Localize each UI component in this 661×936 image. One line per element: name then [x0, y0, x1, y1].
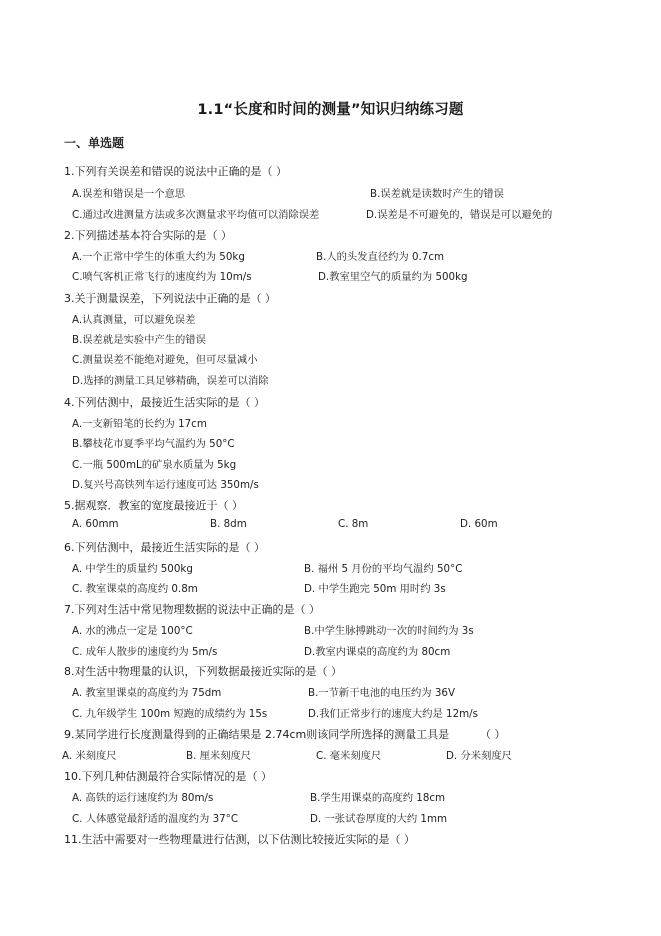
q9-option-a: A. 米刻度尺: [62, 750, 117, 762]
q2-option-a: A.一个正常中学生的体重大约为 50kg: [72, 251, 245, 263]
question-3-stem: 3.关于测量误差，下列说法中正确的是（ ）: [64, 292, 276, 305]
question-5-stem: 5.据观察．教室的宽度最接近于（ ）: [64, 499, 243, 512]
section-heading: 一、单选题: [64, 136, 125, 150]
q10-option-c: C. 人体感觉最舒适的温度约为 37°C: [72, 813, 239, 825]
question-9-blank: （ ）: [480, 728, 506, 741]
q3-option-c: C.测量误差不能绝对避免，但可尽量减小: [72, 354, 258, 366]
q8-option-a: A. 教室里课桌的高度约为 75dm: [72, 687, 222, 699]
q7-option-d: D.教室内课桌的高度约为 80cm: [304, 646, 451, 658]
q1-option-a: A.误差和错误是一个意思: [72, 188, 186, 200]
q4-option-d: D.复兴号高铁列车运行速度可达 350m/s: [72, 479, 259, 491]
question-10-stem: 10.下列几种估测最符合实际情况的是（ ）: [64, 770, 272, 783]
q9-option-c: C. 毫米刻度尺: [316, 750, 382, 762]
q6-option-b: B. 福州 5 月份的平均气温约 50°C: [304, 563, 463, 575]
q9-option-b: B. 厘米刻度尺: [186, 750, 252, 762]
q8-option-d: D.我们正常步行的速度大约是 12m/s: [308, 708, 479, 720]
q2-option-c: C.喷气客机正常飞行的速度约为 10m/s: [72, 271, 252, 283]
page-title: 1.1“长度和时间的测量”知识归纳练习题: [197, 102, 464, 118]
q10-option-a: A. 高铁的运行速度约为 80m/s: [72, 792, 214, 804]
q7-option-c: C. 成年人散步的速度约为 5m/s: [72, 646, 218, 658]
q1-option-d: D.误差是不可避免的，错误是可以避免的: [366, 209, 553, 221]
q4-option-c: C.一瓶 500mL的矿泉水质量为 5kg: [72, 459, 237, 471]
question-2-stem: 2.下列描述基本符合实际的是（ ）: [64, 229, 232, 242]
q5-option-d: D. 60m: [460, 518, 498, 530]
q1-option-c: C.通过改进测量方法或多次测量求平均值可以消除误差: [72, 209, 320, 221]
q5-option-c: C. 8m: [338, 518, 369, 530]
q6-option-a: A. 中学生的质量约 500kg: [72, 563, 193, 575]
q3-option-b: B.误差就是实验中产生的错误: [72, 334, 206, 346]
question-7-stem: 7.下列对生活中常见物理数据的说法中正确的是（ ）: [64, 603, 320, 616]
question-9-stem: 9.某同学进行长度测量得到的正确结果是 2.74cm则该同学所选择的测量工具是: [64, 728, 450, 741]
q2-option-d: D.教室里空气的质量约为 500kg: [318, 271, 468, 283]
q6-option-d: D. 中学生跑完 50m 用时约 3s: [304, 583, 446, 595]
q10-option-d: D. 一张试卷厚度的大约 1mm: [310, 813, 448, 825]
q7-option-b: B.中学生脉搏跳动一次的时间约为 3s: [304, 625, 474, 637]
q5-option-a: A. 60mm: [72, 518, 119, 530]
q6-option-c: C. 教室课桌的高度约 0.8m: [72, 583, 198, 595]
q4-option-a: A.一支新铅笔的长约为 17cm: [72, 418, 207, 430]
q4-option-b: B.攀枝花市夏季平均气温约为 50°C: [72, 438, 235, 450]
question-8-stem: 8.对生活中物理量的认识，下列数据最接近实际的是（ ）: [64, 665, 342, 678]
q2-option-b: B.人的头发直径约为 0.7cm: [316, 251, 445, 263]
question-1-stem: 1.下列有关误差和错误的说法中正确的是（ ）: [64, 165, 287, 178]
question-11-stem: 11.生活中需要对一些物理量进行估测，以下估测比较接近实际的是（ ）: [64, 833, 415, 846]
q9-option-d: D. 分米刻度尺: [446, 750, 512, 762]
q8-option-b: B.一节新干电池的电压约为 36V: [308, 687, 456, 699]
q5-option-b: B. 8dm: [210, 518, 247, 530]
q10-option-b: B.学生用课桌的高度约 18cm: [310, 792, 446, 804]
question-6-stem: 6.下列估测中，最接近生活实际的是（ ）: [64, 541, 265, 554]
q1-option-b: B.误差就是读数时产生的错误: [370, 188, 504, 200]
q3-option-a: A.认真测量，可以避免误差: [72, 314, 196, 326]
q8-option-c: C. 九年级学生 100m 短跑的成绩约为 15s: [72, 708, 268, 720]
q7-option-a: A. 水的沸点一定是 100°C: [72, 625, 193, 637]
q3-option-d: D.选择的测量工具足够精确，误差可以消除: [72, 375, 269, 387]
question-4-stem: 4.下列估测中，最接近生活实际的是（ ）: [64, 396, 265, 409]
